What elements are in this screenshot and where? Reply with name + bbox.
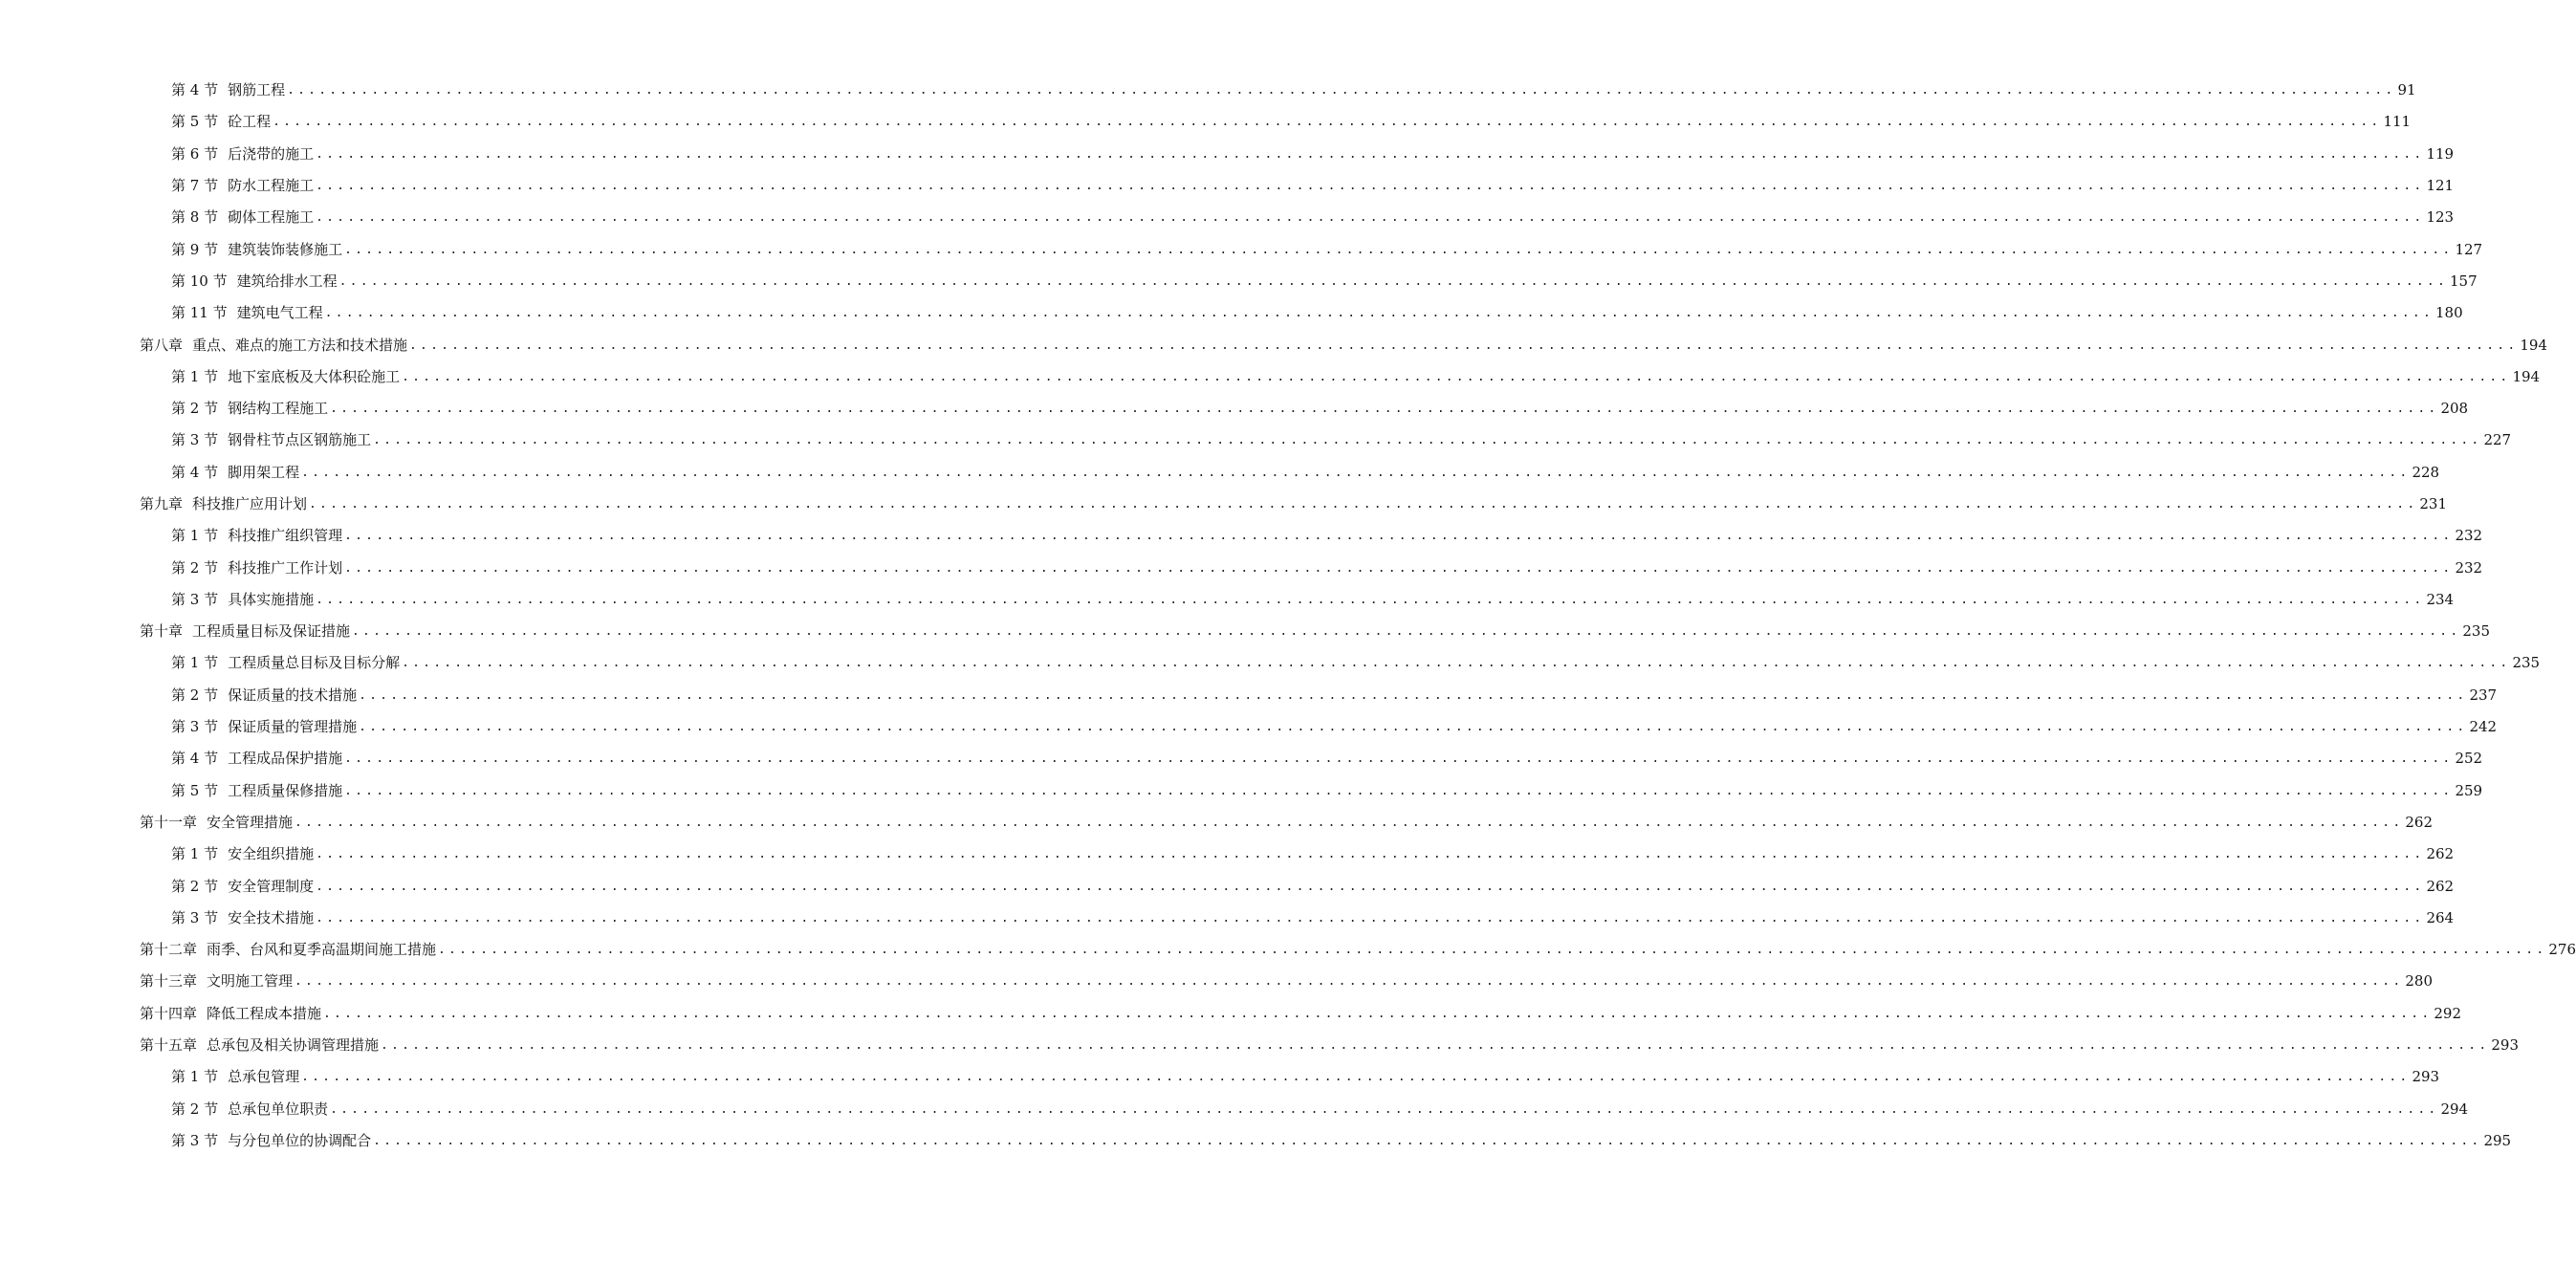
toc-entry-page-number: 262 — [2426, 877, 2455, 895]
toc-section-entry[interactable] — [0, 457, 2440, 489]
toc-entry-page-number: 194 — [2512, 367, 2541, 385]
toc-section-entry[interactable] — [0, 202, 2455, 233]
toc-section-entry[interactable] — [0, 1094, 2469, 1125]
toc-section-entry[interactable] — [0, 680, 2498, 711]
toc-dot-leader: ........................................................................................................................................................................................................ — [316, 179, 2425, 194]
toc-entry-title: 总承包及相关协调管理措施 — [207, 1036, 380, 1055]
toc-dot-leader: ........................................................................................................................................................................................................ — [301, 465, 2411, 480]
toc-section-entry[interactable] — [0, 1061, 2440, 1093]
toc-entry-page-number: 208 — [2440, 400, 2469, 418]
toc-entry-page-number: 194 — [2520, 336, 2548, 354]
toc-entry-title: 建筑装饰装修施工 — [228, 240, 343, 258]
toc-entry-page-number: 121 — [2426, 177, 2455, 195]
table-of-contents — [0, 75, 2576, 1157]
toc-section-entry[interactable] — [0, 870, 2455, 902]
toc-dot-leader: ........................................................................................................................................................................................................ — [373, 433, 2482, 448]
toc-section-entry[interactable] — [0, 233, 2483, 265]
toc-chapter-entry[interactable] — [0, 807, 2434, 839]
toc-entry-page-number: 91 — [2397, 81, 2416, 99]
toc-entry-title: 钢筋工程 — [228, 81, 286, 99]
toc-entry-page-number: 259 — [2455, 781, 2483, 799]
toc-dot-leader: ........................................................................................................................................................................................................ — [324, 306, 2434, 321]
toc-dot-leader: ........................................................................................................................................................................................................ — [316, 146, 2425, 162]
toc-section-entry[interactable] — [0, 903, 2455, 934]
toc-entry-page-number: 157 — [2449, 272, 2478, 290]
toc-entry-number: 第 7 节 — [171, 177, 219, 195]
toc-entry-title: 安全技术措施 — [228, 908, 315, 926]
toc-entry-number: 第 1 节 — [171, 654, 219, 672]
toc-entry-number: 第 8 节 — [171, 208, 219, 227]
toc-dot-leader: ........................................................................................................................................................................................................ — [295, 974, 2404, 990]
toc-section-entry[interactable] — [0, 552, 2483, 583]
toc-entry-number: 第 2 节 — [171, 400, 219, 418]
toc-entry-title: 安全管理措施 — [207, 813, 294, 831]
toc-dot-leader: ........................................................................................................................................................................................................ — [409, 338, 2519, 353]
toc-section-entry[interactable] — [0, 743, 2483, 774]
toc-entry-page-number: 235 — [2462, 622, 2491, 641]
toc-dot-leader: ........................................................................................................................................................................................................ — [316, 879, 2425, 894]
toc-entry-page-number: 235 — [2512, 654, 2541, 672]
toc-dot-leader: ........................................................................................................................................................................................................ — [330, 1101, 2439, 1117]
toc-section-entry[interactable] — [0, 1125, 2512, 1157]
toc-entry-number: 第 5 节 — [171, 781, 219, 799]
toc-section-entry[interactable] — [0, 711, 2498, 743]
toc-entry-title: 文明施工管理 — [207, 972, 294, 991]
toc-section-entry[interactable] — [0, 266, 2478, 297]
toc-entry-page-number: 293 — [2412, 1068, 2440, 1086]
toc-entry-title: 保证质量的管理措施 — [228, 718, 358, 736]
toc-entry-number: 第 3 节 — [171, 718, 219, 736]
toc-chapter-entry[interactable] — [0, 489, 2448, 520]
toc-entry-page-number: 242 — [2469, 718, 2498, 736]
toc-entry-title: 总承包单位职责 — [228, 1100, 329, 1118]
toc-entry-title: 工程成品保护措施 — [228, 750, 343, 768]
toc-section-entry[interactable] — [0, 839, 2455, 870]
toc-entry-number: 第 3 节 — [171, 590, 219, 608]
toc-dot-leader: ........................................................................................................................................................................................................ — [273, 115, 2382, 130]
toc-entry-number: 第 1 节 — [171, 367, 219, 385]
toc-entry-number: 第 2 节 — [171, 877, 219, 895]
toc-entry-title: 钢骨柱节点区钢筋施工 — [228, 431, 372, 449]
toc-entry-page-number: 232 — [2455, 527, 2483, 545]
toc-dot-leader: ........................................................................................................................................................................................................ — [438, 943, 2547, 958]
toc-entry-page-number: 295 — [2483, 1131, 2512, 1149]
toc-entry-title: 具体实施措施 — [228, 590, 315, 608]
toc-entry-page-number: 228 — [2412, 463, 2440, 481]
toc-entry-page-number: 293 — [2491, 1036, 2520, 1055]
toc-entry-page-number: 123 — [2426, 208, 2455, 227]
toc-section-entry[interactable] — [0, 647, 2541, 679]
toc-entry-number: 第 5 节 — [171, 113, 219, 131]
toc-entry-title: 后浇带的施工 — [228, 144, 315, 163]
toc-dot-leader: ........................................................................................................................................................................................................ — [316, 210, 2425, 226]
toc-entry-number: 第 1 节 — [171, 1068, 219, 1086]
toc-entry-page-number: 227 — [2483, 431, 2512, 449]
toc-entry-number: 第 6 节 — [171, 144, 219, 163]
toc-entry-number: 第 2 节 — [171, 558, 219, 577]
toc-entry-title: 地下室底板及大体积砼施工 — [228, 367, 401, 385]
toc-entry-page-number: 127 — [2455, 240, 2483, 258]
toc-section-entry[interactable] — [0, 775, 2483, 807]
toc-entry-page-number: 180 — [2434, 304, 2463, 322]
toc-entry-page-number: 292 — [2434, 1004, 2462, 1022]
toc-entry-number: 第 4 节 — [171, 463, 219, 481]
toc-dot-leader: ........................................................................................................................................................................................................ — [352, 624, 2461, 640]
toc-entry-number: 第十章 — [140, 622, 184, 641]
toc-dot-leader: ........................................................................................................................................................................................................ — [344, 751, 2454, 767]
toc-dot-leader: ........................................................................................................................................................................................................ — [344, 560, 2454, 576]
toc-entry-title: 科技推广应用计划 — [192, 495, 308, 512]
toc-dot-leader: ........................................................................................................................................................................................................ — [359, 720, 2468, 735]
toc-entry-number: 第 3 节 — [171, 908, 219, 926]
toc-dot-leader: ........................................................................................................................................................................................................ — [287, 83, 2396, 98]
toc-section-entry[interactable] — [0, 425, 2512, 456]
toc-entry-number: 第八章 — [140, 336, 184, 354]
toc-entry-title: 安全组织措施 — [228, 845, 315, 863]
toc-entry-title: 脚用架工程 — [228, 463, 300, 481]
toc-entry-page-number: 276 — [2548, 941, 2576, 959]
toc-entry-title: 科技推广组织管理 — [228, 527, 343, 545]
toc-entry-title: 总承包管理 — [228, 1068, 300, 1086]
toc-entry-page-number: 294 — [2440, 1100, 2469, 1118]
toc-section-entry[interactable] — [0, 75, 2416, 106]
toc-entry-title: 与分包单位的协调配合 — [228, 1131, 372, 1149]
toc-entry-title: 工程质量保修措施 — [228, 781, 343, 799]
toc-dot-leader: ........................................................................................................................................................................................................ — [373, 1133, 2482, 1148]
toc-dot-leader: ........................................................................................................................................................................................................ — [323, 1006, 2433, 1021]
toc-dot-leader: ........................................................................................................................................................................................................ — [344, 529, 2454, 544]
toc-dot-leader: ........................................................................................................................................................................................................ — [295, 815, 2404, 830]
toc-entry-title: 工程质量总目标及目标分解 — [228, 654, 401, 672]
toc-chapter-entry[interactable] — [0, 329, 2548, 360]
toc-entry-number: 第 2 节 — [171, 686, 219, 704]
toc-dot-leader: ........................................................................................................................................................................................................ — [316, 910, 2425, 926]
toc-section-entry[interactable] — [0, 297, 2463, 329]
toc-chapter-entry[interactable] — [0, 616, 2491, 647]
toc-entry-number: 第 1 节 — [171, 845, 219, 863]
toc-entry-page-number: 232 — [2455, 558, 2483, 577]
toc-entry-title: 工程质量目标及保证措施 — [192, 622, 351, 641]
toc-chapter-entry[interactable] — [0, 998, 2462, 1030]
toc-entry-page-number: 231 — [2419, 495, 2448, 512]
toc-entry-title: 建筑电气工程 — [236, 304, 323, 322]
toc-entry-number: 第 4 节 — [171, 81, 219, 99]
toc-entry-number: 第 10 节 — [171, 272, 228, 290]
toc-chapter-entry[interactable] — [0, 934, 2576, 966]
toc-dot-leader: ........................................................................................................................................................................................................ — [316, 592, 2425, 607]
toc-dot-leader: ........................................................................................................................................................................................................ — [402, 656, 2511, 671]
toc-entry-number: 第 9 节 — [171, 240, 219, 258]
toc-entry-title: 防水工程施工 — [228, 177, 315, 195]
toc-section-entry[interactable] — [0, 139, 2455, 170]
toc-dot-leader: ........................................................................................................................................................................................................ — [301, 1070, 2411, 1085]
toc-chapter-entry[interactable] — [0, 1030, 2520, 1061]
toc-entry-title: 钢结构工程施工 — [228, 400, 329, 418]
toc-entry-number: 第十四章 — [140, 1004, 198, 1022]
toc-dot-leader: ........................................................................................................................................................................................................ — [381, 1038, 2490, 1054]
toc-entry-page-number: 234 — [2426, 590, 2455, 608]
toc-entry-number: 第九章 — [140, 495, 184, 512]
toc-entry-page-number: 252 — [2455, 750, 2483, 768]
toc-entry-title: 建筑给排水工程 — [236, 272, 338, 290]
toc-entry-title: 砌体工程施工 — [228, 208, 315, 227]
toc-entry-number: 第十五章 — [140, 1036, 198, 1055]
toc-entry-title: 科技推广工作计划 — [228, 558, 343, 577]
toc-section-entry[interactable] — [0, 106, 2412, 138]
toc-entry-number: 第十一章 — [140, 813, 198, 831]
toc-entry-number: 第 3 节 — [171, 1131, 219, 1149]
toc-section-entry[interactable] — [0, 361, 2541, 393]
toc-entry-title: 雨季、台风和夏季高温期间施工措施 — [207, 941, 437, 959]
toc-entry-title: 砼工程 — [228, 113, 272, 131]
toc-entry-page-number: 119 — [2426, 144, 2455, 163]
toc-entry-page-number: 262 — [2426, 845, 2455, 863]
toc-entry-page-number: 280 — [2405, 972, 2434, 991]
toc-entry-number: 第 1 节 — [171, 527, 219, 545]
toc-dot-leader: ........................................................................................................................................................................................................ — [316, 847, 2425, 862]
toc-dot-leader: ........................................................................................................................................................................................................ — [338, 273, 2448, 289]
toc-entry-page-number: 262 — [2405, 813, 2434, 831]
toc-section-entry[interactable] — [0, 170, 2455, 202]
toc-dot-leader: ........................................................................................................................................................................................................ — [402, 369, 2511, 384]
toc-entry-number: 第十二章 — [140, 941, 198, 959]
toc-entry-number: 第 2 节 — [171, 1100, 219, 1118]
toc-section-entry[interactable] — [0, 584, 2455, 616]
toc-dot-leader: ........................................................................................................................................................................................................ — [344, 242, 2454, 257]
toc-entry-page-number: 237 — [2469, 686, 2498, 704]
toc-entry-title: 降低工程成本措施 — [207, 1004, 322, 1022]
toc-entry-title: 安全管理制度 — [228, 877, 315, 895]
toc-dot-leader: ........................................................................................................................................................................................................ — [359, 687, 2468, 703]
toc-entry-number: 第 11 节 — [171, 304, 228, 322]
toc-chapter-entry[interactable] — [0, 966, 2434, 997]
toc-entry-title: 重点、难点的施工方法和技术措施 — [192, 336, 408, 354]
toc-entry-number: 第 4 节 — [171, 750, 219, 768]
toc-entry-page-number: 264 — [2426, 908, 2455, 926]
toc-entry-title: 保证质量的技术措施 — [228, 686, 358, 704]
toc-section-entry[interactable] — [0, 393, 2469, 425]
toc-entry-number: 第十三章 — [140, 972, 198, 991]
toc-dot-leader: ........................................................................................................................................................................................................ — [309, 497, 2418, 512]
toc-section-entry[interactable] — [0, 520, 2483, 552]
toc-entry-number: 第 3 节 — [171, 431, 219, 449]
toc-entry-page-number: 111 — [2383, 113, 2412, 131]
toc-dot-leader: ........................................................................................................................................................................................................ — [330, 402, 2439, 417]
toc-dot-leader: ........................................................................................................................................................................................................ — [344, 783, 2454, 798]
